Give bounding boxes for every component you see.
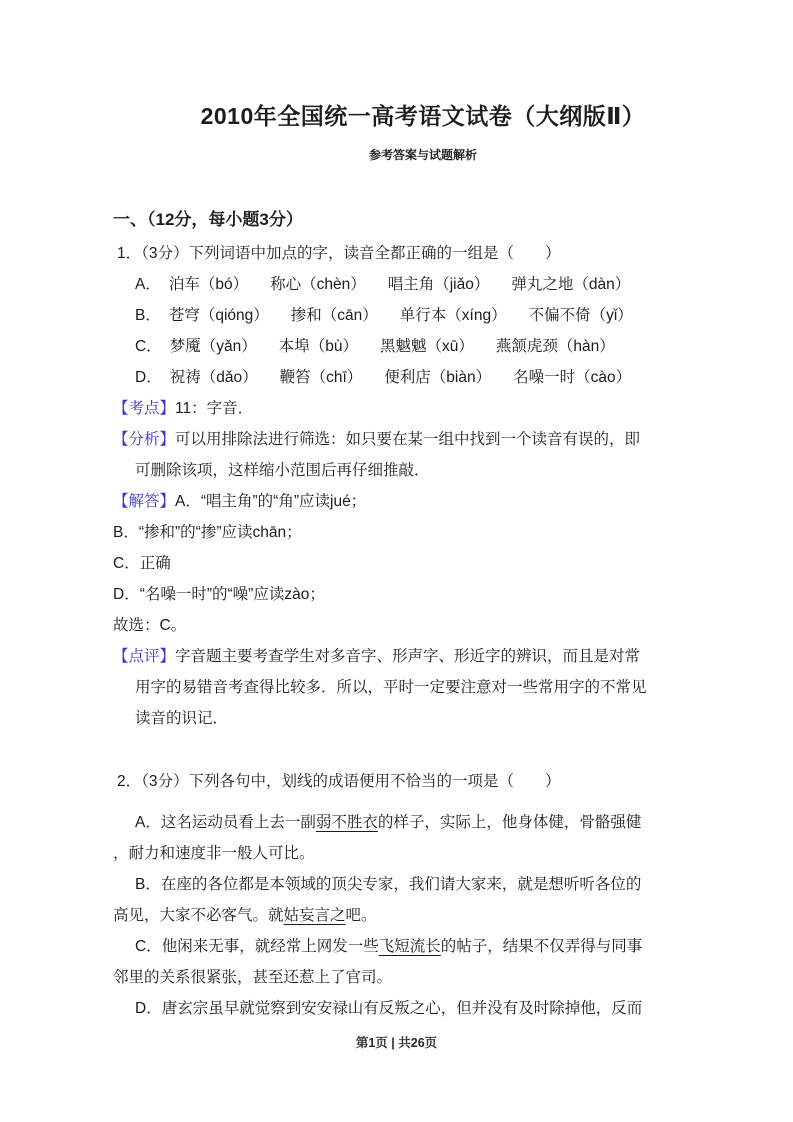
option-item: 弹丸之地（dàn）: [511, 276, 631, 293]
option-label: B．: [135, 876, 161, 893]
q1-fenxi-line1: [113, 424, 733, 455]
page-title: 2010年全国统一高考语文试卷（大纲版Ⅱ）: [200, 103, 646, 129]
q2-option-a-line1: [113, 807, 733, 838]
option-text: 在座的各位都是本领域的顶尖专家，我们请大家来，就是想听听各位的: [160, 876, 642, 893]
option-item: 唱主角（jiǎo）: [387, 276, 490, 293]
kaodian-tag: 【考点】: [113, 400, 176, 417]
option-text: 的样子，实际上，他身体健，骨骼强健: [377, 814, 642, 831]
option-item: 不偏不倚（yǐ）: [528, 307, 633, 324]
option-label: C．: [135, 338, 162, 355]
fenxi-text: 可以用排除法进行筛选：如只要在某一组中找到一个读音有误的，即: [175, 431, 641, 448]
option-item: 祝祷（dǎo）: [169, 369, 258, 386]
option-text: 唐玄宗虽早就觉察到安安禄山有反叛之心，但并没有及时除掉他，反而: [161, 1000, 643, 1017]
q1-fenxi-line2: 可删除该项，这样缩小范围后再仔细推敲．: [135, 462, 430, 479]
page-footer: 第1页 | 共26页: [355, 1036, 438, 1050]
option-item: 梦魇（yǎn）: [169, 338, 257, 355]
option-item: 名噪一时（cào）: [513, 369, 632, 386]
q2-option-a-line2: ，耐力和速度非一般人可比。: [113, 845, 315, 862]
q1-jieda-line2: B．“掺和”的“掺”应读chān；: [113, 524, 302, 541]
q2-option-b-line1: [113, 869, 733, 900]
option-label: A．: [135, 814, 161, 831]
option-text: 吧。: [345, 907, 377, 924]
q1-dianping-line1: [113, 641, 733, 672]
q1-dianping-line3: 读音的识记．: [135, 710, 229, 727]
page-subtitle: 参考答案与试题解析: [368, 148, 477, 162]
q1-jieda-line4: D．“名噪一时”的“噪”应读zào；: [113, 586, 325, 603]
option-item: 称心（chèn）: [270, 276, 366, 293]
option-label: B．: [135, 307, 161, 324]
q1-option-d: [113, 362, 733, 393]
option-item: 泊车（bó）: [168, 276, 249, 293]
q2-option-b-line2: [113, 900, 733, 931]
option-label: D．: [135, 1000, 162, 1017]
option-text: 高见，大家不必客气。就: [113, 907, 284, 924]
kaodian-text: 11：字音．: [175, 400, 254, 417]
option-text: 的帖子，结果不仅弄得与同事: [440, 938, 643, 955]
q1-kaodian: [113, 393, 733, 424]
q1-jieda-answer: 故选：C。: [113, 617, 187, 634]
option-item: 便利店（biàn）: [384, 369, 492, 386]
q2-option-d-line1: [113, 993, 733, 1024]
dianping-text: 字音题主要考查学生对多音字、形声字、形近字的辨识，而且是对常: [175, 648, 641, 665]
fenxi-tag: 【分析】: [113, 431, 176, 448]
option-text: 这名运动员看上去一副: [160, 814, 316, 831]
q2-stem: 2．（3分）下列各句中，划线的成语便用不恰当的一项是（ ）: [117, 773, 561, 790]
option-label: D．: [135, 369, 162, 386]
dianping-tag: 【点评】: [113, 648, 176, 665]
q1-dianping-line2: 用字的易错音考查得比较多．所以，平时一定要注意对一些常用字的不常见: [135, 679, 647, 696]
option-item: 本埠（bù）: [278, 338, 358, 355]
option-label: C．: [135, 938, 162, 955]
q2-option-c-line1: [113, 931, 733, 962]
underlined-idiom: 弱不胜衣: [315, 814, 378, 831]
option-label: A．: [135, 276, 161, 293]
jieda-text: A．“唱主角”的“角”应读jué；: [175, 493, 367, 510]
underlined-idiom: 飞短流长: [378, 938, 441, 955]
q1-option-c: [113, 331, 733, 362]
option-item: 掺和（cān）: [290, 307, 378, 324]
section-heading: 一、（12分，每小题3分）: [113, 210, 303, 229]
option-item: 鞭笞（chī）: [279, 369, 363, 386]
underlined-idiom: 姑妄言之: [283, 907, 346, 924]
q1-option-a: [113, 269, 733, 300]
option-item: 燕颔虎颈（hàn）: [495, 338, 615, 355]
q1-jieda-line3: C．正确: [113, 555, 171, 572]
option-item: 苍穹（qióng）: [168, 307, 269, 324]
q1-jieda-line1: [113, 486, 733, 517]
option-text: 他闲来无事，就经常上网发一些: [161, 938, 379, 955]
q2-option-c-line2: 邻里的关系很紧张，甚至还惹上了官司。: [113, 969, 393, 986]
q1-option-b: [113, 300, 733, 331]
jieda-tag: 【解答】: [113, 493, 176, 510]
option-item: 黑魆魆（xū）: [379, 338, 474, 355]
q1-stem: 1．（3分）下列词语中加点的字，读音全都正确的一组是（ ）: [117, 245, 561, 262]
option-item: 单行本（xíng）: [399, 307, 507, 324]
